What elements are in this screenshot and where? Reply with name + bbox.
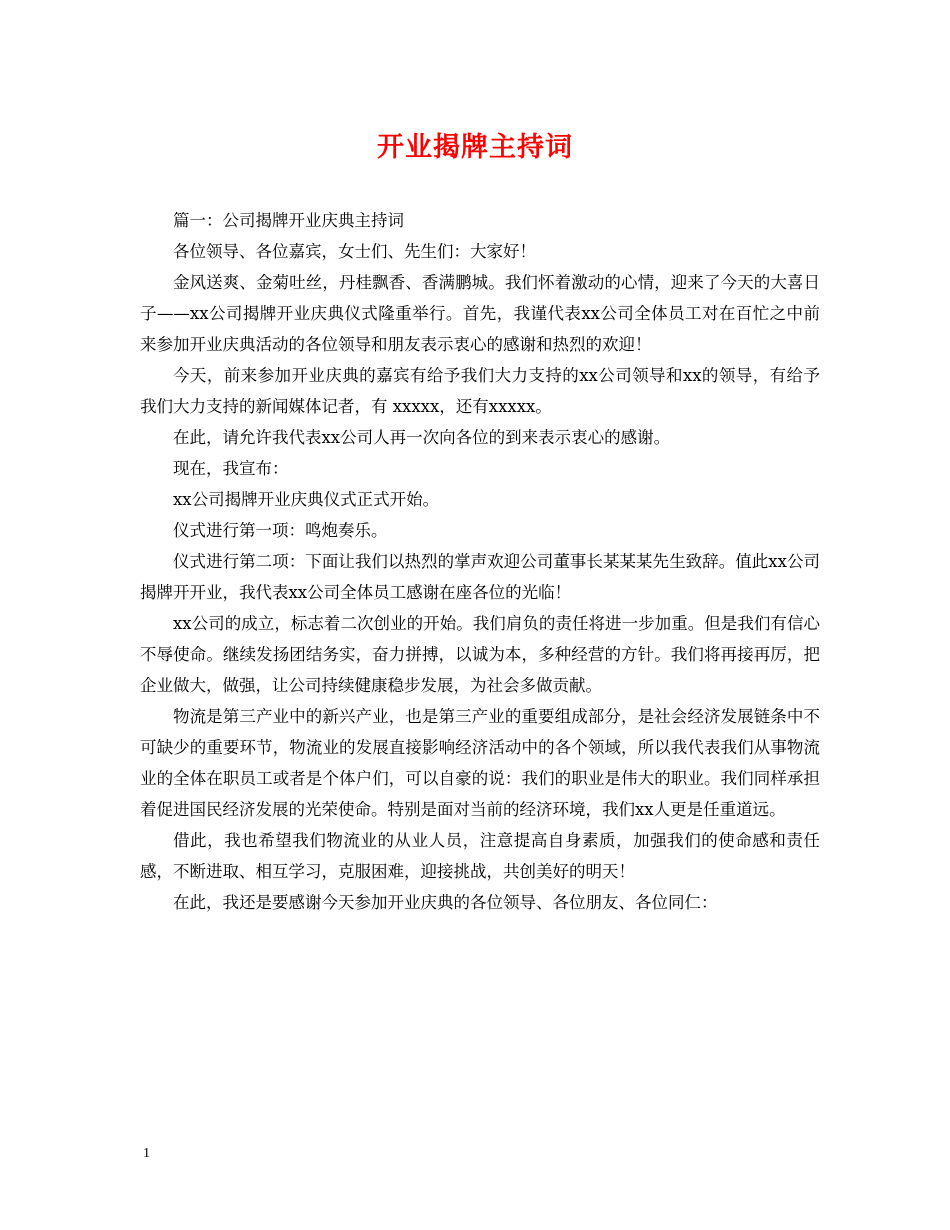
page-number: 1 (143, 1146, 150, 1161)
paragraph-greeting: 各位领导、各位嘉宾，女士们、先生们：大家好！ (173, 242, 536, 261)
paragraph: 物流是第三产业中的新兴产业，也是第三产业的重要组成部分，是社会经济发展链条中不可缺少的重要环节，物流业的发展直接影响经济活动中的各个领域，所以我代表我们从事物流业的全体在职员工或者是个体户们，可以自豪的说：我们的职业是伟大的职业。我们同样承担着促进国民经济发展的光荣使命。特别是面对当前的经济环境，我们xx人更是任重道远。 (140, 707, 820, 819)
paragraph: 现在，我宣布： (173, 459, 289, 478)
paragraph: 借此，我也希望我们物流业的从业人员，注意提高自身素质，加强我们的使命感和责任感，不断进取、相互学习，克服困难，迎接挑战，共创美好的明天！ (140, 831, 820, 881)
paragraph: 仪式进行第一项：鸣炮奏乐。 (173, 521, 388, 540)
section-heading: 篇一：公司揭牌开业庆典主持词 (173, 211, 404, 230)
paragraph: xx公司的成立，标志着二次创业的开始。我们肩负的责任将进一步加重。但是我们有信心不辱使命。继续发扬团结务实，奋力拼搏，以诚为本，多种经营的方针。我们将再接再厉，把企业做大，做强，让公司持续健康稳步发展，为社会多做贡献。 (140, 614, 820, 695)
page-title: 开业揭牌主持词 (377, 132, 573, 163)
paragraph: 今天，前来参加开业庆典的嘉宾有给予我们大力支持的xx公司领导和xx的领导，有给予我们大力支持的新闻媒体记者，有 xxxxx，还有xxxxx。 (140, 366, 820, 416)
paragraph: 金风送爽、金菊吐丝，丹桂飘香、香满鹏城。我们怀着激动的心情，迎来了今天的大喜日子——xx公司揭牌开业庆典仪式隆重举行。首先，我谨代表xx公司全体员工对在百忙之中前来参加开业庆典活动的各位领导和朋友表示衷心的感谢和热烈的欢迎！ (140, 273, 820, 354)
paragraph: xx公司揭牌开业庆典仪式正式开始。 (173, 490, 440, 509)
paragraph: 仪式进行第二项：下面让我们以热烈的掌声欢迎公司董事长某某某先生致辞。值此xx公司揭牌开开业，我代表xx公司全体员工感谢在座各位的光临！ (140, 552, 820, 602)
paragraph: 在此，请允许我代表xx公司人再一次向各位的到来表示衷心的感谢。 (173, 428, 671, 447)
document-body (140, 205, 820, 918)
paragraph: 在此，我还是要感谢今天参加开业庆典的各位领导、各位朋友、各位同仁： (173, 893, 718, 912)
